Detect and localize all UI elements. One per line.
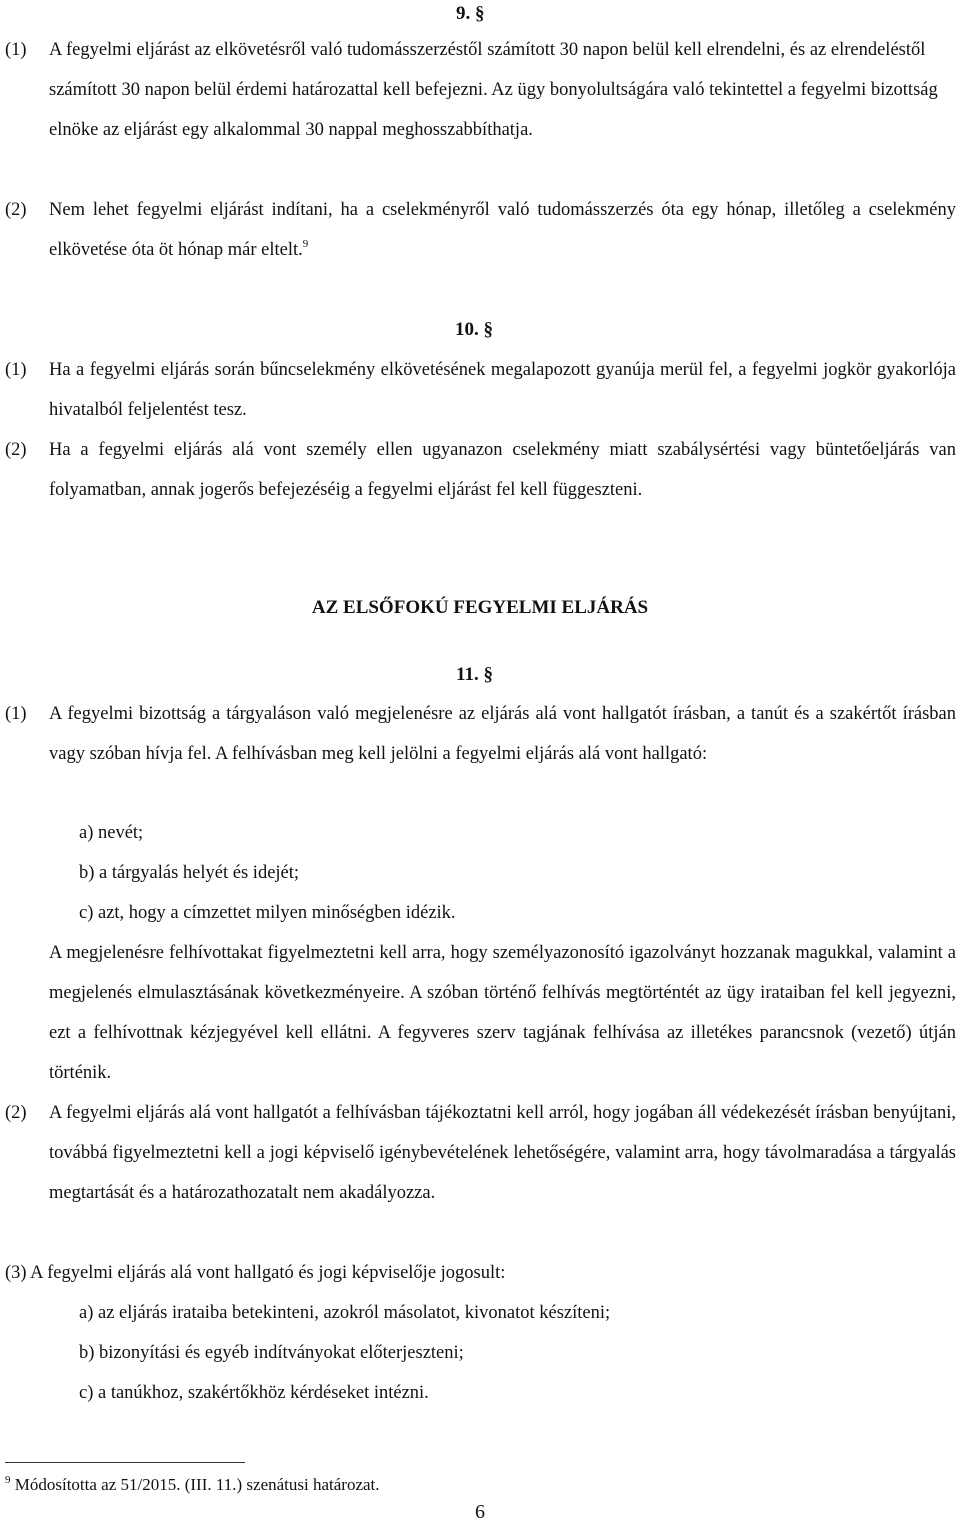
section-10-paragraph-1: [0, 350, 960, 430]
section-11-paragraph-1: [0, 694, 960, 814]
section-10-paragraph-2: [0, 430, 960, 550]
paragraph-text: A fegyelmi eljárás alá vont hallgatót a felhívásban tájékoztatni kell arról, hogy jogában áll védekezését írásban benyújtani, továbbá figyelmeztetni kell a jogi képviselő igénybevételének lehetőségére, valamint arra, hogy távolmaradása a tárgyalás megtartását és a határozathozatalt nem akadályozza.: [49, 1103, 956, 1203]
chapter-title: AZ ELSŐFOKÚ FEGYELMI ELJÁRÁS: [311, 597, 649, 618]
section-9-paragraph-2: [0, 190, 960, 270]
section-9-paragraph-1: [0, 30, 960, 190]
paragraph-label: (2): [5, 200, 27, 220]
paragraph-text: Ha a fegyelmi eljárás során bűncselekmény elkövetésének megalapozott gyanúja merül fel, a fegyelmi jogkör gyakorlója hivatalból feljelentést tesz.: [49, 360, 956, 420]
section-9-heading-text: 9. §: [456, 3, 485, 24]
list-item: a) nevét;: [79, 823, 144, 843]
paragraph-label: (1): [5, 704, 27, 724]
paragraph-text: A fegyelmi eljárást az elkövetésről való tudomásszerzéstől számított 30 napon belül kell elrendelni, és az elrendeléstől számított 30 napon belül érdemi határozattal kell befejezni. Az ügy bonyolultságára való tekintettel a fegyelmi bizottság elnöke az eljárást egy alkalommal 30 nappal meghosszabbíthatja.: [49, 40, 938, 140]
paragraph-label: (2): [5, 440, 27, 460]
footnote-separator: [5, 1462, 245, 1463]
paragraph-text: Ha a fegyelmi eljárás alá vont személy ellen ugyanazon cselekmény miatt szabálysértési vagy büntetőeljárás van folyamatban, annak jogerős befejezéséig a fegyelmi eljárást fel kell függeszteni.: [49, 440, 956, 500]
section-11-heading-text: 11. §: [456, 664, 493, 685]
paragraph-text: Nem lehet fegyelmi eljárást indítani, ha a cselekményről való tudomásszerzés óta egy hónap, illetőleg a cselekmény elkövetése óta öt hónap már eltelt.: [49, 200, 956, 260]
section-11-paragraph-3: (3) A fegyelmi eljárás alá vont hallgató és jogi képviselője jogosult:: [5, 1263, 506, 1283]
paragraph-text: A fegyelmi bizottság a tárgyaláson való megjelenésre az eljárás alá vont hallgatót írásban, a tanút és a szakértőt írásban vagy szóban hívja fel. A felhívásban meg kell jelölni a fegyelmi eljárás alá vont hallgató:: [49, 704, 956, 764]
paragraph-label: (1): [5, 40, 27, 60]
section-10-heading-text: 10. §: [455, 319, 493, 340]
list-item: c) a tanúkhoz, szakértőkhöz kérdéseket intézni.: [79, 1383, 429, 1403]
footnote-number: 9: [5, 1474, 11, 1486]
page-number: 6: [475, 1501, 485, 1523]
list-item: a) az eljárás irataiba betekinteni, azokról másolatot, kivonatot készíteni;: [79, 1303, 611, 1323]
list-item: b) a tárgyalás helyét és idejét;: [79, 863, 300, 883]
footnote-text: Módosította az 51/2015. (III. 11.) szenátusi határozat.: [14, 1475, 380, 1494]
paragraph-label: (1): [5, 360, 27, 380]
list-item: c) azt, hogy a címzettet milyen minőségben idézik.: [79, 903, 456, 923]
section-11-paragraph-1-continuation: A megjelenésre felhívottakat figyelmeztetni kell arra, hogy személyazonosító igazolványt hozzanak magukkal, valamint a megjelenés elmulasztásának következményeire. A szóban történő felhívás megtörténtét az ügy irataiban fel kell jegyezni, ezt a felhívottnak kézjegyével kell ellátni. A fegyveres szerv tagjának felhívása az illetékes parancsnok (vezető) útján történik.: [49, 943, 956, 1083]
section-11-paragraph-2: [0, 1093, 960, 1253]
paragraph-label: (2): [5, 1103, 27, 1123]
footnote-reference[interactable]: 9: [302, 238, 309, 250]
footnote: [5, 1474, 380, 1496]
list-item: b) bizonyítási és egyéb indítványokat előterjeszteni;: [79, 1343, 464, 1363]
paragraph-body: [49, 190, 956, 270]
